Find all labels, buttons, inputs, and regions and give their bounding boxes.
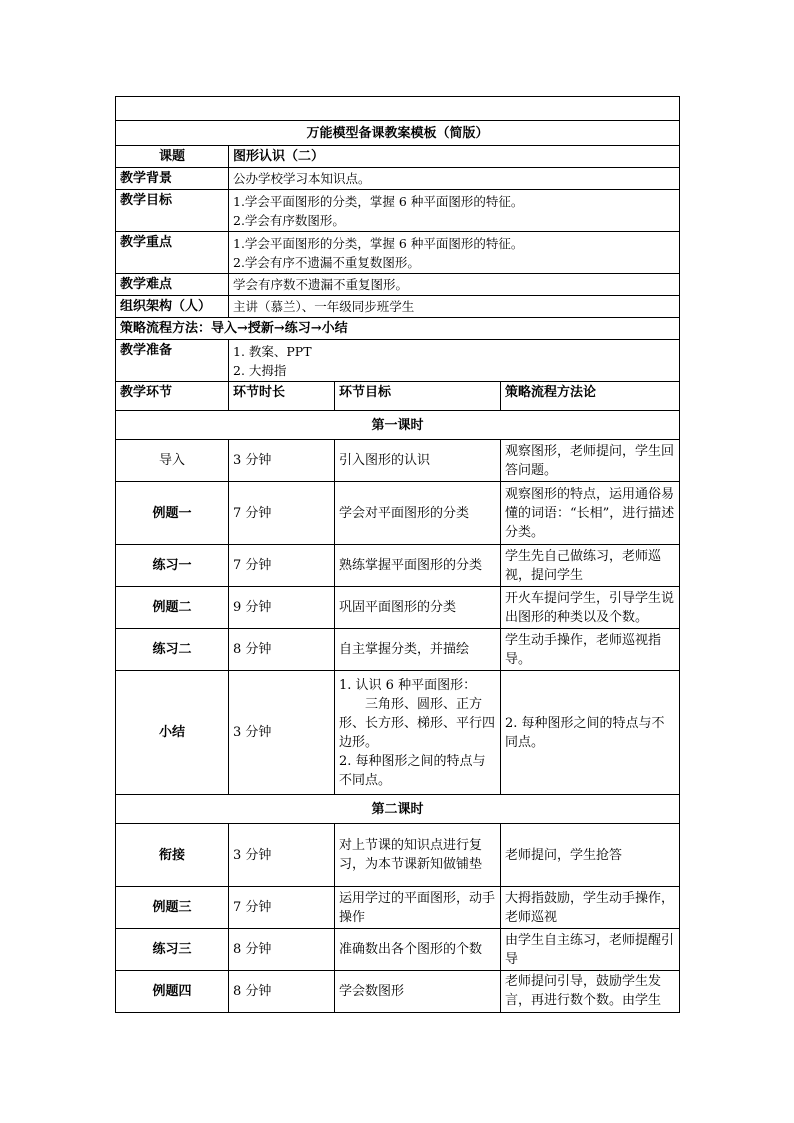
topic-label: 课题 — [116, 146, 229, 168]
summary-goal-line: 2. 每种图形之间的特点与不同点。 — [339, 753, 486, 788]
background-value: 公办学校学习本知识点。 — [229, 168, 680, 190]
duration-cell: 8 分钟 — [229, 929, 335, 971]
method-cell: 开火车提问学生，引导学生说出图形的种类以及个数。 — [501, 587, 680, 629]
method-cell: 老师提问，学生抢答 — [501, 824, 680, 887]
goal-cell: 对上节课的知识点进行复习，为本节课新知做铺垫 — [335, 824, 501, 887]
method-cell: 观察图形，老师提问，学生回答问题。 — [501, 440, 680, 482]
duration-cell: 7 分钟 — [229, 887, 335, 929]
duration-cell: 8 分钟 — [229, 629, 335, 671]
empty-top-row — [116, 97, 680, 121]
preparation-line: 2. 大拇指 — [233, 362, 287, 378]
duration-cell: 3 分钟 — [229, 671, 335, 795]
table-row — [116, 971, 680, 1013]
objective-line: 2.学会有序数图形。 — [233, 212, 345, 228]
stage-cell: 练习三 — [116, 929, 229, 971]
summary-goal-line: 三角形、圆形、正方形、长方形、梯形、平行四边形。 — [339, 696, 496, 750]
method-cell: 老师提问引导，鼓励学生发言，再进行数个数。由学生 — [501, 971, 680, 1013]
stage-cell: 练习一 — [116, 545, 229, 587]
method-cell: 由学生自主练习，老师提醒引导 — [501, 929, 680, 971]
method-cell: 观察图形的特点，运用通俗易懂的词语：“长相”，进行描述分类。 — [501, 482, 680, 545]
key-points-label: 教学重点 — [116, 232, 229, 274]
stage-cell: 例题四 — [116, 971, 229, 1013]
lesson2-title: 第二课时 — [116, 795, 680, 824]
duration-cell: 8 分钟 — [229, 971, 335, 1013]
table-row — [116, 440, 680, 482]
difficulty-row — [116, 274, 680, 296]
stage-cell: 衔接 — [116, 824, 229, 887]
table-row — [116, 629, 680, 671]
goal-cell: 学会数图形 — [335, 971, 501, 1013]
method-cell: 大拇指鼓励，学生动手操作，老师巡视 — [501, 887, 680, 929]
goal-cell: 运用学过的平面图形，动手操作 — [335, 887, 501, 929]
lesson-plan-table — [115, 96, 680, 1013]
document-title: 万能模型备课教案模板（简版） — [116, 121, 680, 146]
duration-cell: 3 分钟 — [229, 440, 335, 482]
difficulty-label: 教学难点 — [116, 274, 229, 296]
background-label: 教学背景 — [116, 168, 229, 190]
title-row — [116, 121, 680, 146]
goal-cell: 引入图形的认识 — [335, 440, 501, 482]
goal-cell: 学会对平面图形的分类 — [335, 482, 501, 545]
goal-cell: 熟练掌握平面图形的分类 — [335, 545, 501, 587]
method-cell: 学生先自己做练习，老师巡视，提问学生 — [501, 545, 680, 587]
empty-cell — [116, 97, 680, 121]
preparation-line: 1. 教案、PPT — [233, 343, 312, 359]
column-header-row — [116, 382, 680, 411]
topic-row — [116, 146, 680, 168]
preparation-value — [229, 340, 680, 382]
table-row — [116, 482, 680, 545]
difficulty-value: 学会有序数不遗漏不重复图形。 — [229, 274, 680, 296]
summary-goal-line: 1. 认识 6 种平面图形： — [339, 677, 477, 693]
stage-cell: 例题一 — [116, 482, 229, 545]
strategy-text: 策略流程方法：导入→授新→练习→小结 — [116, 318, 680, 340]
lesson1-title: 第一课时 — [116, 411, 680, 440]
stage-cell: 例题三 — [116, 887, 229, 929]
goal-cell: 自主掌握分类，并描绘 — [335, 629, 501, 671]
summary-row — [116, 671, 680, 795]
duration-cell: 7 分钟 — [229, 545, 335, 587]
column-header: 教学环节 — [116, 382, 229, 411]
objectives-row — [116, 190, 680, 232]
duration-cell: 3 分钟 — [229, 824, 335, 887]
organization-label: 组织架构（人） — [116, 296, 229, 318]
key-points-value — [229, 232, 680, 274]
stage-cell: 导入 — [116, 440, 229, 482]
stage-cell: 例题二 — [116, 587, 229, 629]
preparation-label: 教学准备 — [116, 340, 229, 382]
summary-goal-cell — [335, 671, 501, 795]
column-header: 策略流程方法论 — [501, 382, 680, 411]
preparation-row — [116, 340, 680, 382]
key-point-line: 2.学会有序不遗漏不重复数图形。 — [233, 254, 420, 270]
goal-cell: 巩固平面图形的分类 — [335, 587, 501, 629]
duration-cell: 9 分钟 — [229, 587, 335, 629]
column-header: 环节时长 — [229, 382, 335, 411]
organization-row — [116, 296, 680, 318]
table-row — [116, 887, 680, 929]
key-points-row — [116, 232, 680, 274]
lesson1-title-row — [116, 411, 680, 440]
goal-cell: 准确数出各个图形的个数 — [335, 929, 501, 971]
table-row — [116, 587, 680, 629]
objectives-value — [229, 190, 680, 232]
table-row — [116, 824, 680, 887]
objectives-label: 教学目标 — [116, 190, 229, 232]
column-header: 环节目标 — [335, 382, 501, 411]
stage-cell: 练习二 — [116, 629, 229, 671]
method-cell: 学生动手操作，老师巡视指导。 — [501, 629, 680, 671]
background-row — [116, 168, 680, 190]
lesson2-title-row — [116, 795, 680, 824]
table-row — [116, 929, 680, 971]
objective-line: 1.学会平面图形的分类，掌握 6 种平面图形的特征。 — [233, 193, 524, 209]
method-cell: 2. 每种图形之间的特点与不同点。 — [501, 671, 680, 795]
duration-cell: 7 分钟 — [229, 482, 335, 545]
key-point-line: 1.学会平面图形的分类，掌握 6 种平面图形的特征。 — [233, 235, 524, 251]
organization-value: 主讲（慕兰）、一年级同步班学生 — [229, 296, 680, 318]
strategy-row — [116, 318, 680, 340]
table-row — [116, 545, 680, 587]
stage-cell: 小结 — [116, 671, 229, 795]
topic-value: 图形认识（二） — [229, 146, 680, 168]
